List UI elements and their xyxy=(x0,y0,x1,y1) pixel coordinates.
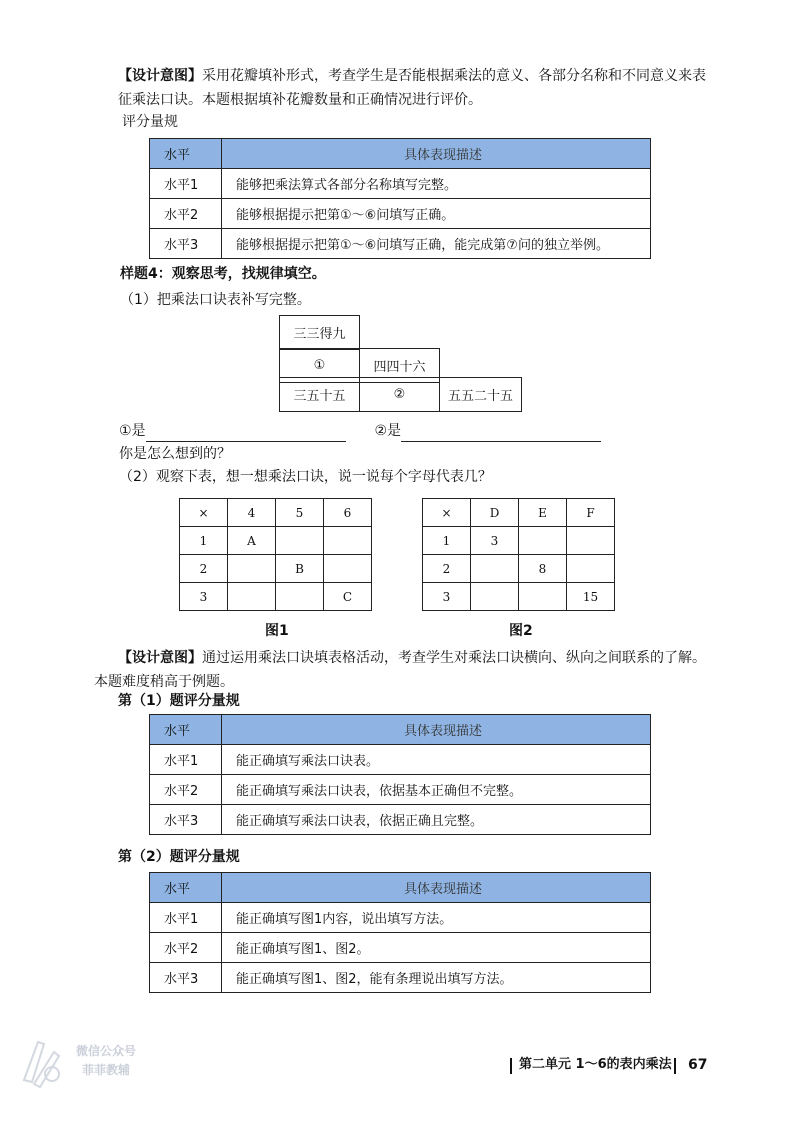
answer-blanks xyxy=(119,420,601,442)
grid-cell xyxy=(228,583,276,611)
blank-2-label: ②是 xyxy=(374,423,402,439)
sample4-question-1: （1）把乘法口诀表补写完整。 xyxy=(120,292,311,308)
stair-row-3 xyxy=(279,377,522,412)
grid-cell: 5 xyxy=(276,499,324,527)
description-cell: 能正确填写图1、图2，能有条理说出填写方法。 xyxy=(222,963,651,993)
grid-cell xyxy=(519,527,567,555)
grid-cell: E xyxy=(519,499,567,527)
level-cell: 水平3 xyxy=(150,229,222,259)
description-cell: 能正确填写乘法口诀表。 xyxy=(222,745,651,775)
watermark-logo-icon xyxy=(14,1030,70,1090)
table-header-row xyxy=(150,715,651,745)
stair-cell: 三三得九 xyxy=(280,316,360,350)
table-row xyxy=(180,499,372,527)
grid-cell xyxy=(228,555,276,583)
table-row xyxy=(423,527,615,555)
stair-cell: ② xyxy=(360,378,440,412)
table-header-row xyxy=(150,873,651,903)
grid-cell xyxy=(471,583,519,611)
grid-cell: 8 xyxy=(519,555,567,583)
grid-cell: × xyxy=(423,499,471,527)
table-row xyxy=(423,583,615,611)
table-row xyxy=(180,583,372,611)
grid-cell: 15 xyxy=(567,583,615,611)
design-intent-2 xyxy=(94,646,718,694)
table-row xyxy=(423,499,615,527)
table-row xyxy=(150,933,651,963)
table-row xyxy=(150,745,651,775)
table-row xyxy=(150,229,651,259)
level-cell: 水平1 xyxy=(150,903,222,933)
grid-cell: 3 xyxy=(471,527,519,555)
grid-cell: 3 xyxy=(423,583,471,611)
rubric-1-title: 评分量规 xyxy=(122,114,178,130)
think-question: 你是怎么想到的？ xyxy=(119,446,231,462)
grid-cell xyxy=(276,583,324,611)
design-intent-line2: 征乘法口诀。本题根据填补花瓣数量和正确情况进行评价。 xyxy=(118,92,482,108)
header-level: 水平 xyxy=(150,139,222,169)
description-cell: 能正确填写图1内容，说出填写方法。 xyxy=(222,903,651,933)
description-cell: 能正确填写乘法口诀表，依据基本正确但不完整。 xyxy=(222,775,651,805)
design-intent-1 xyxy=(118,64,706,112)
figure-2-caption: 图2 xyxy=(509,623,533,639)
grid-cell: 2 xyxy=(180,555,228,583)
watermark-line-1: 微信公众号 xyxy=(76,1044,137,1058)
description-cell: 能够把乘法算式各部分名称填写完整。 xyxy=(222,169,651,199)
stair-row-1 xyxy=(279,315,360,350)
stair-cell: ① xyxy=(280,349,360,383)
rubric-3-table xyxy=(149,872,651,993)
rubric-3-title: 第（2）题评分量规 xyxy=(118,849,240,865)
grid-cell: F xyxy=(567,499,615,527)
table-row xyxy=(180,555,372,583)
grid-cell xyxy=(324,555,372,583)
header-description: 具体表现描述 xyxy=(222,873,651,903)
design-intent-tag: 【设计意图】 xyxy=(118,68,202,84)
design-intent-line2: 本题难度稍高于例题。 xyxy=(94,674,234,690)
table-row xyxy=(150,963,651,993)
stair-cell: 四四十六 xyxy=(360,349,440,383)
description-cell: 能正确填写乘法口诀表，依据正确且完整。 xyxy=(222,805,651,835)
figure-1-caption: 图1 xyxy=(265,623,289,639)
table-header-row xyxy=(150,139,651,169)
rubric-2-table xyxy=(149,714,651,835)
footer-divider-left xyxy=(510,1058,512,1074)
rubric-2-title: 第（1）题评分量规 xyxy=(118,693,240,709)
grid-cell: C xyxy=(324,583,372,611)
blank-1-label: ①是 xyxy=(119,423,146,439)
blank-1-line[interactable] xyxy=(146,426,346,442)
description-cell: 能够根据提示把第①～⑥问填写正确，能完成第⑦问的独立举例。 xyxy=(222,229,651,259)
table-row xyxy=(150,805,651,835)
grid-cell xyxy=(471,555,519,583)
grid-cell xyxy=(324,527,372,555)
level-cell: 水平2 xyxy=(150,199,222,229)
table-row xyxy=(423,555,615,583)
grid-cell: 1 xyxy=(423,527,471,555)
blank-2-line[interactable] xyxy=(401,426,601,442)
stair-cell: 五五二十五 xyxy=(440,378,522,412)
design-intent-line1: 通过运用乘法口诀填表格活动，考查学生对乘法口诀横向、纵向之间联系的了解。 xyxy=(202,650,706,666)
table-row xyxy=(150,199,651,229)
level-cell: 水平3 xyxy=(150,805,222,835)
table-row xyxy=(150,169,651,199)
grid-cell xyxy=(567,555,615,583)
level-cell: 水平1 xyxy=(150,169,222,199)
level-cell: 水平2 xyxy=(150,933,222,963)
footer-divider-right xyxy=(674,1058,676,1074)
sample4-title: 样题4：观察思考，找规律填空。 xyxy=(120,266,326,282)
figure-2-table xyxy=(422,498,615,611)
grid-cell: 1 xyxy=(180,527,228,555)
header-description: 具体表现描述 xyxy=(222,139,651,169)
grid-cell: 3 xyxy=(180,583,228,611)
sample4-question-2: （2）观察下表，想一想乘法口诀，说一说每个字母代表几？ xyxy=(119,469,492,485)
grid-cell xyxy=(276,527,324,555)
level-cell: 水平2 xyxy=(150,775,222,805)
grid-cell: 4 xyxy=(228,499,276,527)
header-level: 水平 xyxy=(150,715,222,745)
level-cell: 水平1 xyxy=(150,745,222,775)
stair-cell: 三五十五 xyxy=(280,378,360,412)
description-cell: 能正确填写图1、图2。 xyxy=(222,933,651,963)
table-row xyxy=(180,527,372,555)
header-level: 水平 xyxy=(150,873,222,903)
grid-cell: 2 xyxy=(423,555,471,583)
table-row xyxy=(150,903,651,933)
grid-cell: × xyxy=(180,499,228,527)
grid-cell: B xyxy=(276,555,324,583)
watermark-line-2: 菲菲教辅 xyxy=(82,1063,131,1077)
header-description: 具体表现描述 xyxy=(222,715,651,745)
grid-cell xyxy=(519,583,567,611)
page-number: 67 xyxy=(688,1057,708,1073)
footer-chapter: 第二单元 1～6的表内乘法 xyxy=(519,1057,672,1072)
rubric-1-table xyxy=(149,138,651,259)
table-row xyxy=(150,775,651,805)
design-intent-line1: 采用花瓣填补形式，考查学生是否能根据乘法的意义、各部分名称和不同意义来表 xyxy=(202,68,706,84)
grid-cell: A xyxy=(228,527,276,555)
grid-cell: 6 xyxy=(324,499,372,527)
description-cell: 能够根据提示把第①～⑥问填写正确。 xyxy=(222,199,651,229)
design-intent-tag: 【设计意图】 xyxy=(118,650,202,666)
level-cell: 水平3 xyxy=(150,963,222,993)
figure-1-table xyxy=(179,498,372,611)
grid-cell: D xyxy=(471,499,519,527)
grid-cell xyxy=(567,527,615,555)
